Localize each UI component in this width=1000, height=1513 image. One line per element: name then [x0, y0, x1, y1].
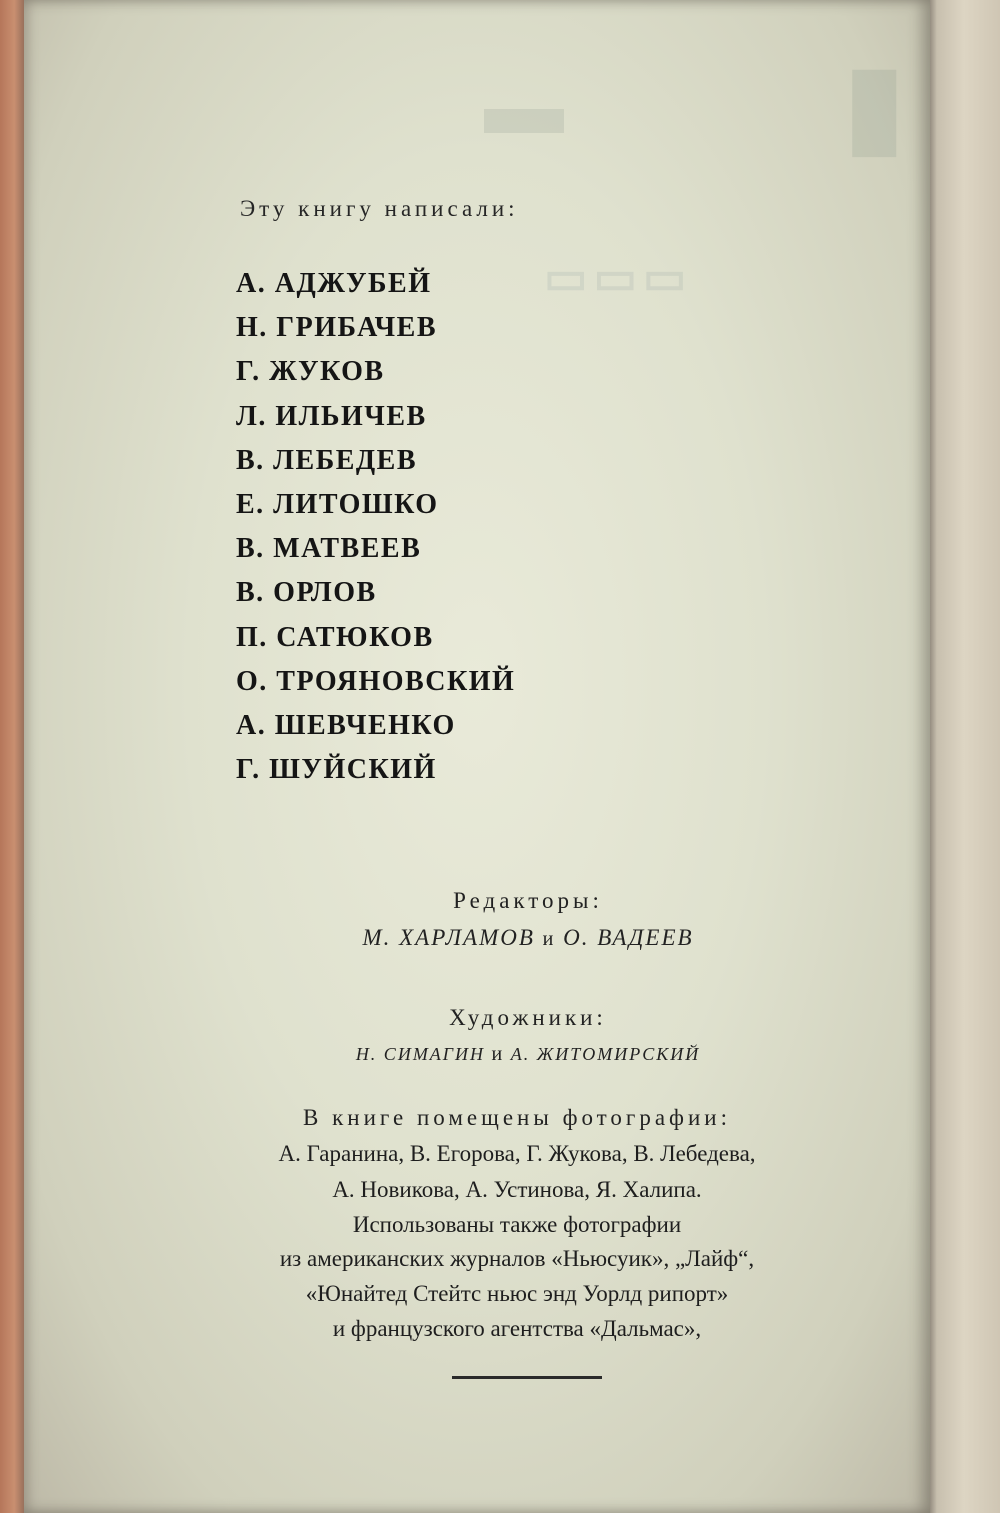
- artist-name: А. ЖИТОМИРСКИЙ: [510, 1044, 701, 1064]
- show-through-smudge: ▬: [484, 61, 564, 150]
- editor-name: О. ВАДЕЕВ: [563, 925, 694, 950]
- author-name: Е. ЛИТОШКО: [236, 488, 439, 520]
- author-name: В. ЛЕБЕДЕВ: [236, 444, 418, 476]
- author-name: Г. ШУЙСКИЙ: [236, 754, 437, 786]
- artist-name: Н. СИМАГИН: [355, 1044, 486, 1064]
- artists-names: [356, 1043, 700, 1066]
- photo-credit-line: и французского агентства «Дальмас»,: [332, 1316, 702, 1341]
- show-through-smudge: ▭▭▭: [544, 251, 693, 303]
- editors-names: [362, 925, 693, 951]
- authors-list: [236, 262, 515, 792]
- editors-title: Редакторы:: [453, 888, 603, 913]
- conjunction: и: [491, 1043, 505, 1065]
- artists-title: Художники:: [449, 1005, 607, 1030]
- photo-credit-line: из американских журналов «Ньюсуик», „Лайф“,: [279, 1246, 755, 1271]
- editor-name: М. ХАРЛАМОВ: [362, 925, 535, 950]
- author-name: П. САТЮКОВ: [236, 621, 434, 653]
- photo-credit-line: А. Гаранина, В. Егорова, Г. Жукова, В. Лебедева,: [278, 1141, 756, 1166]
- author-name: О. ТРОЯНОВСКИЙ: [236, 665, 516, 697]
- author-name: В. МАТВЕЕВ: [236, 533, 422, 565]
- photo-credit-line: Использованы также фотографии: [352, 1212, 682, 1237]
- author-name: Г. ЖУКОВ: [236, 356, 385, 388]
- photos-title: В книге помещены фотографии:: [303, 1105, 731, 1130]
- author-name: Н. ГРИБАЧЕВ: [236, 312, 437, 344]
- authors-heading: Эту книгу написали:: [240, 196, 519, 221]
- author-name: А. АДЖУБЕЙ: [236, 268, 432, 299]
- closing-rule: [452, 1376, 602, 1379]
- author-name: В. ОРЛОВ: [236, 577, 377, 609]
- book-cover-edge-left: [0, 0, 26, 1513]
- author-name: А. ШЕВЧЕНКО: [236, 709, 456, 741]
- conjunction: и: [542, 928, 556, 950]
- photo-credit-line: А. Новикова, А. Устинова, Я. Халипа.: [332, 1177, 702, 1202]
- author-name: Л. ИЛЬИЧЕВ: [236, 400, 427, 432]
- photo-credit-line: «Юнайтед Стейтс ньюс энд Уорлд рипорт»: [305, 1281, 729, 1306]
- show-through-smudge: ▮: [844, 43, 905, 166]
